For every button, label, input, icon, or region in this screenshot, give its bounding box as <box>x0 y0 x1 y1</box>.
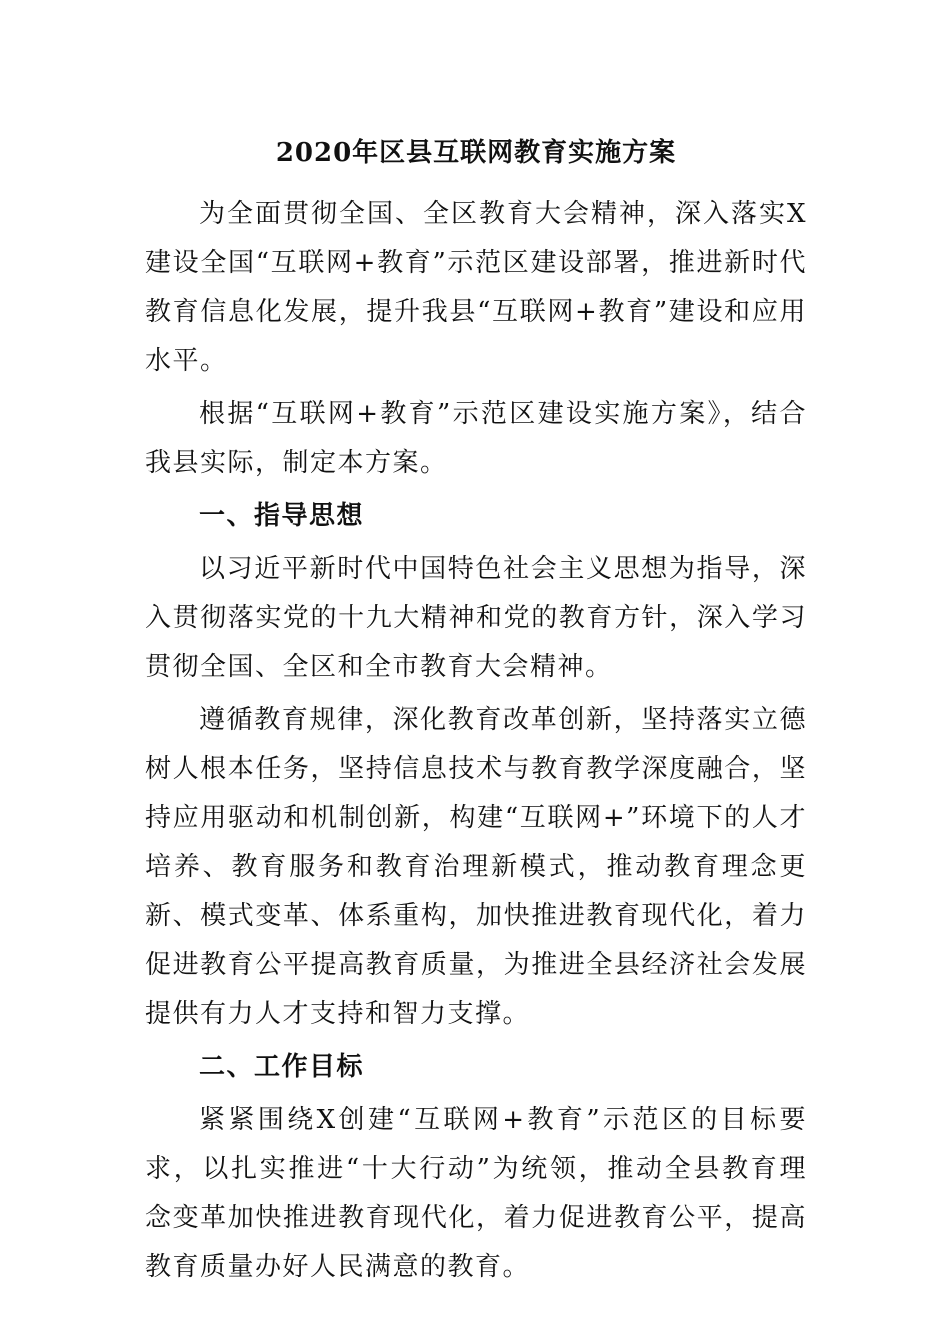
section-1-paragraph-2: 遵循教育规律，深化教育改革创新，坚持落实立德树人根本任务，坚持信息技术与教育教学深度融合，坚持应用驱动和机制创新，构建“互联网+”环境下的人才培养、教育服务和教育治理新模式，推动教育理念更新、模式变革、体系重构，加快推进教育现代化，着力促进教育公平提高教育质量，为推进全县经济社会发展提供有力人才支持和智力支撑。 <box>145 705 807 1029</box>
section-heading-guiding-ideology: 一、指导思想 <box>199 501 365 531</box>
intro-paragraph-2: 根据“互联网+教育”示范区建设实施方案》，结合我县实际，制定本方案。 <box>145 399 807 478</box>
document-title: 2020年区县互联网教育实施方案 <box>275 138 677 168</box>
document-body <box>145 128 807 1296</box>
section-heading-work-goals: 二、工作目标 <box>199 1052 365 1082</box>
intro-paragraph-1: 为全面贯彻全国、全区教育大会精神，深入落实X建设全国“互联网+教育”示范区建设部署，推进新时代教育信息化发展，提升我县“互联网+教育”建设和应用水平。 <box>145 199 807 376</box>
section-2-paragraph-1: 紧紧围绕X创建“互联网+教育”示范区的目标要求，以扎实推进“十大行动”为统领，推动全县教育理念变革加快推进教育现代化，着力促进教育公平，提高教育质量办好人民满意的教育。 <box>145 1105 807 1282</box>
section-1-paragraph-1: 以习近平新时代中国特色社会主义思想为指导，深入贯彻落实党的十九大精神和党的教育方针，深入学习贯彻全国、全区和全市教育大会精神。 <box>145 554 807 682</box>
